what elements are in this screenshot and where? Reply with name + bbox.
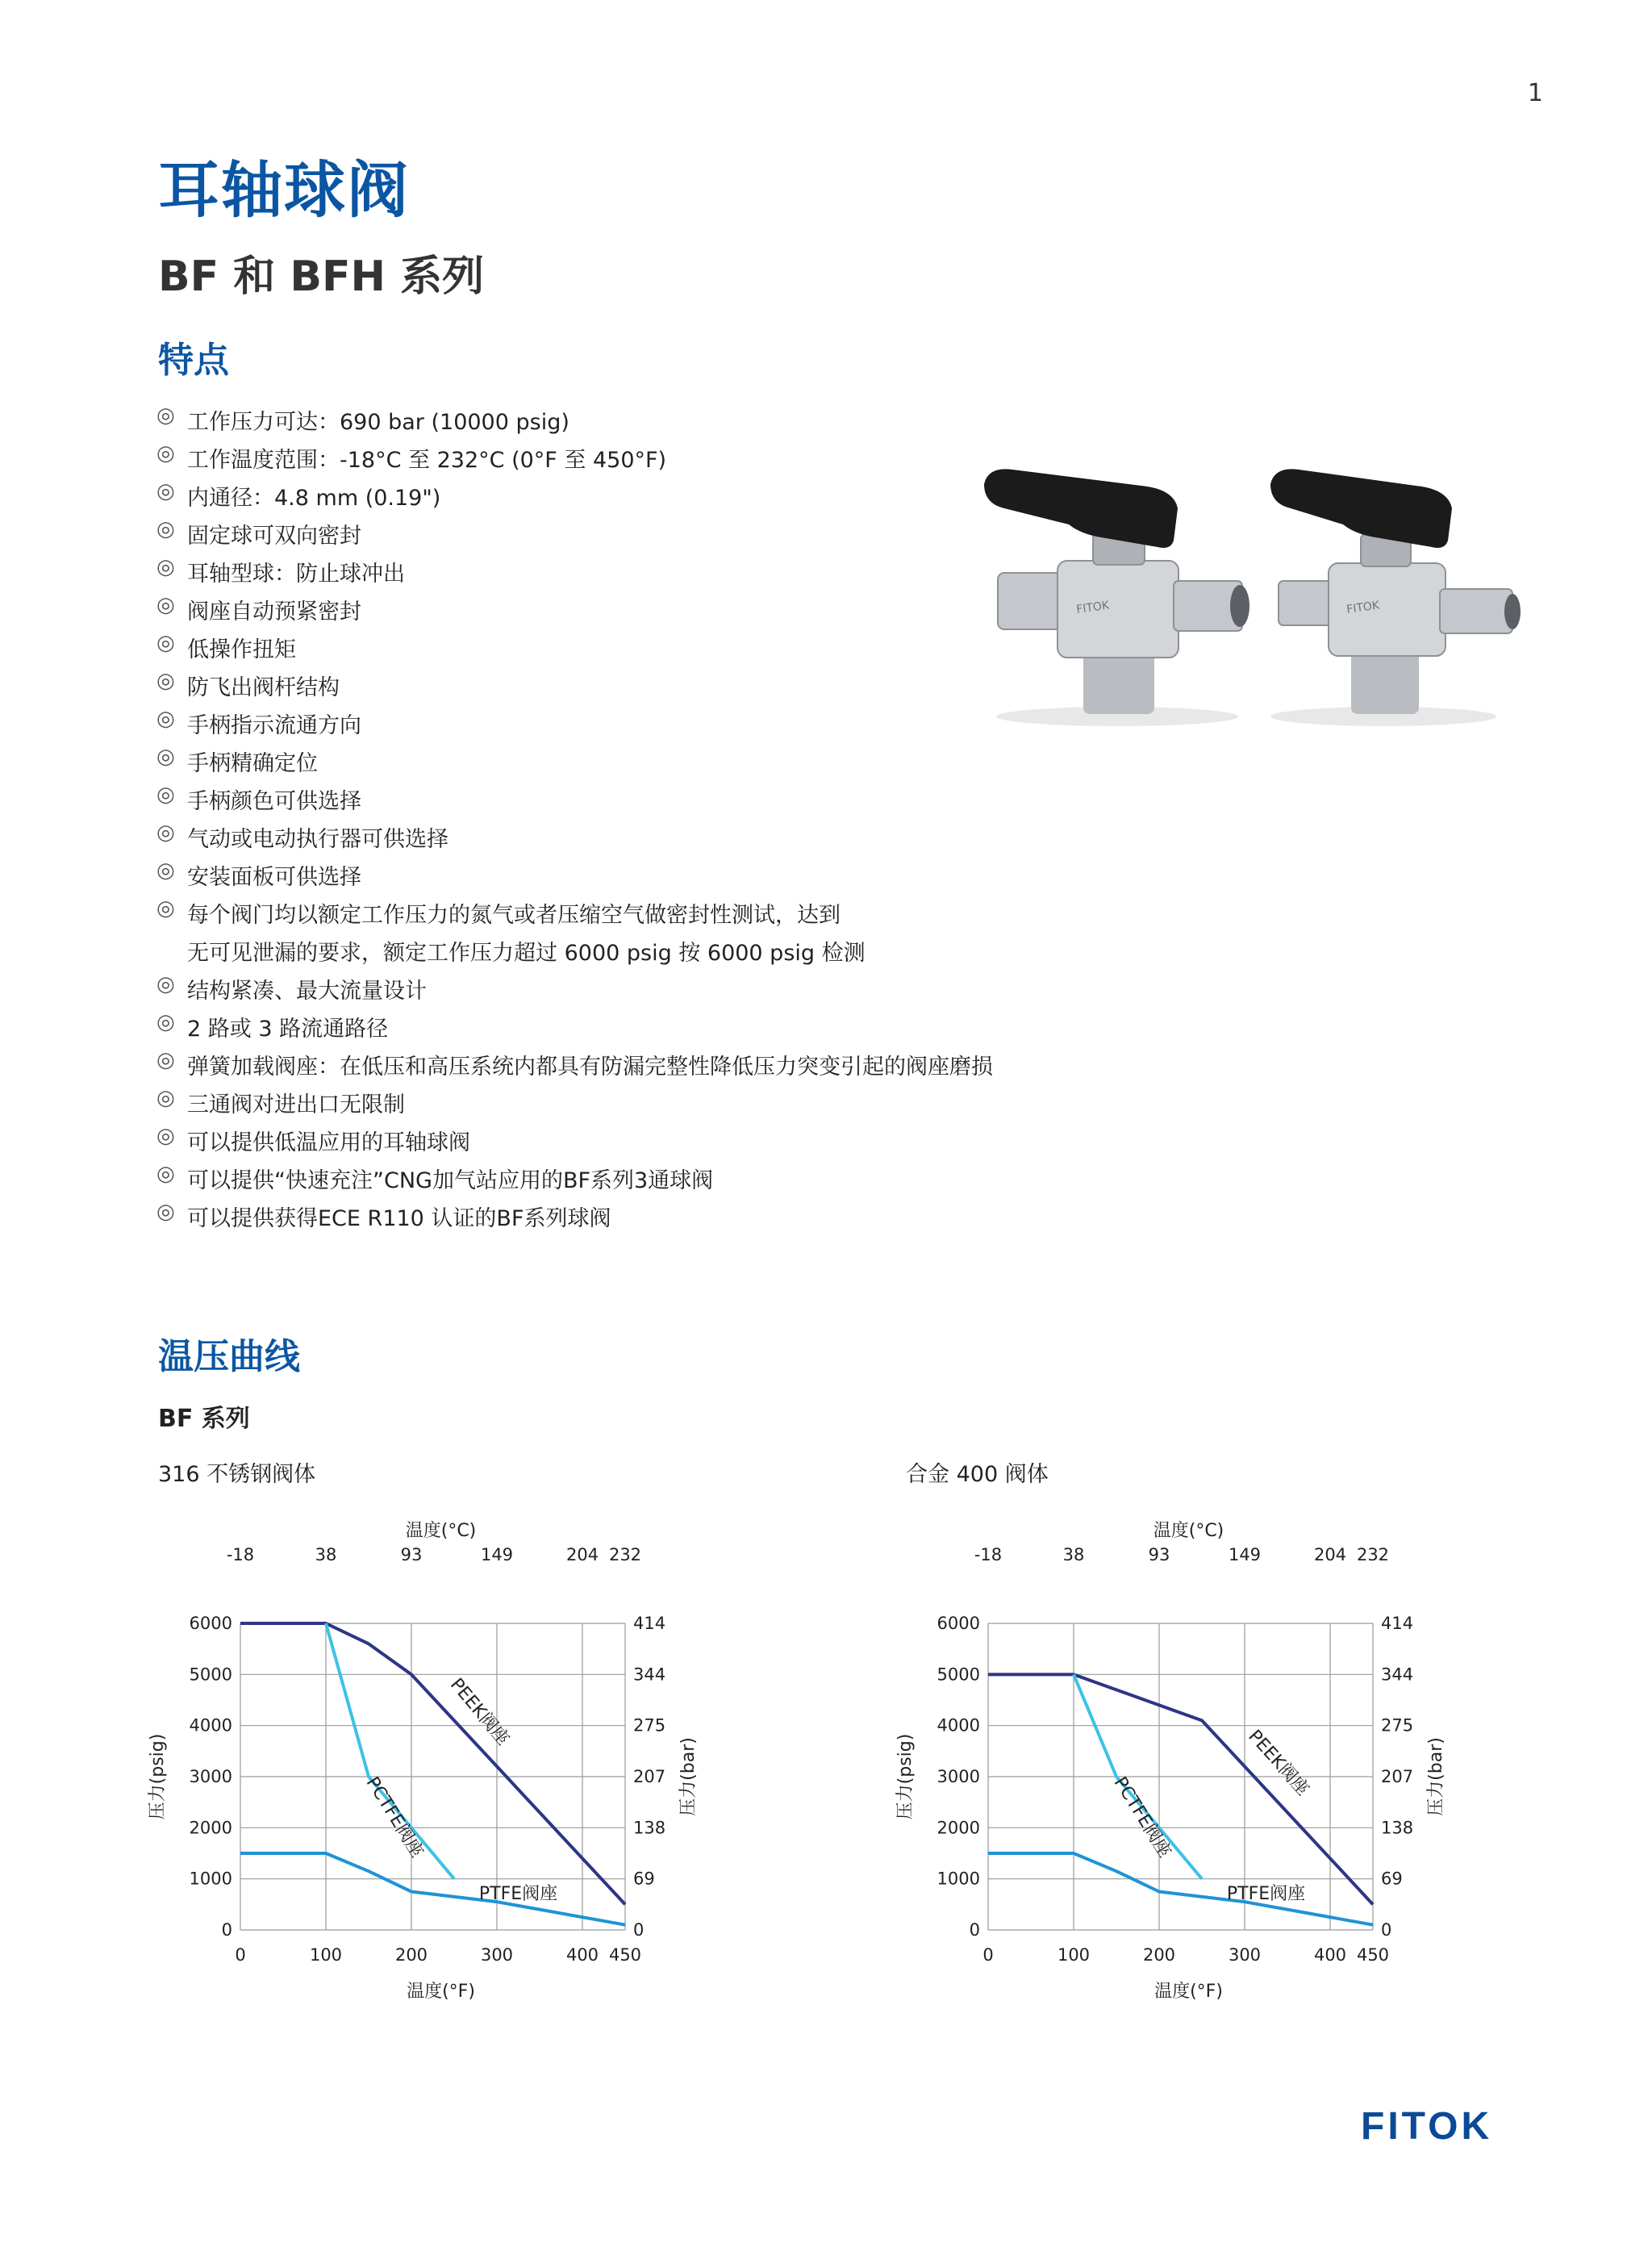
features-heading: 特点 <box>158 340 229 381</box>
top-x-tick-label: 93 <box>1148 1545 1170 1564</box>
y-tick-label: 3000 <box>937 1767 980 1786</box>
series-line <box>988 1674 1373 1904</box>
y-tick-label: 1000 <box>937 1869 980 1889</box>
feature-item <box>156 1048 1205 1086</box>
x-tick-label: 200 <box>1142 1945 1176 1965</box>
bullet-icon: ◎ <box>156 1124 175 1148</box>
svg-text:FITOK: FITOK <box>1345 599 1381 616</box>
bullet-icon: ◎ <box>156 1010 175 1034</box>
feature-item <box>156 1086 1205 1124</box>
chart-title-alloy400: 合金 400 阀体 <box>906 1462 1049 1487</box>
feature-text: 固定球可双向密封 <box>187 524 361 549</box>
x-tick-label: 300 <box>1228 1945 1262 1965</box>
feature-text: 可以提供获得ECE R110 认证的BF系列球阀 <box>187 1206 611 1231</box>
feature-text: 安装面板可供选择 <box>187 865 361 890</box>
y-tick-label: 0 <box>221 1920 232 1940</box>
bullet-icon: ◎ <box>156 896 175 921</box>
bullet-icon: ◎ <box>156 669 175 693</box>
x-tick-label: 100 <box>309 1945 343 1965</box>
feature-text: 2 路或 3 路流通路径 <box>187 1017 389 1042</box>
bullet-icon: ◎ <box>156 517 175 541</box>
feature-item <box>156 1162 1205 1200</box>
x-tick-label: 300 <box>480 1945 514 1965</box>
top-x-tick-label: 232 <box>608 1545 642 1564</box>
feature-text: 可以提供“快速充注”CNG加气站应用的BF系列3通球阀 <box>187 1168 714 1193</box>
series-line <box>240 1623 625 1904</box>
right-y-tick-label: 207 <box>1381 1767 1414 1786</box>
right-y-tick-label: 207 <box>633 1767 666 1786</box>
bullet-icon: ◎ <box>156 1162 175 1186</box>
bullet-icon: ◎ <box>156 858 175 883</box>
right-y-tick-label: 414 <box>633 1614 666 1633</box>
feature-text: 弹簧加载阀座：在低压和高压系统内都具有防漏完整性降低压力突变引起的阀座磨损 <box>187 1055 993 1080</box>
right-y-tick-label: 0 <box>633 1920 645 1940</box>
feature-text: 气动或电动执行器可供选择 <box>187 827 448 852</box>
x-tick-label: 450 <box>608 1945 642 1965</box>
feature-text: 手柄精确定位 <box>187 751 318 776</box>
feature-text: 耳轴型球：防止球冲出 <box>187 562 405 587</box>
feature-text: 阀座自动预紧密封 <box>187 599 361 624</box>
feature-item <box>156 858 1205 896</box>
series-name-label: PTFE阀座 <box>478 1884 558 1904</box>
series-line <box>988 1853 1373 1925</box>
bullet-icon: ◎ <box>156 707 175 731</box>
right-y-tick-label: 138 <box>633 1818 666 1838</box>
page-number: 1 <box>1527 79 1543 107</box>
y-tick-label: 2000 <box>937 1818 980 1838</box>
bullet-icon: ◎ <box>156 821 175 845</box>
feature-text: 手柄颜色可供选择 <box>187 789 361 814</box>
series-line <box>326 1623 454 1879</box>
y-tick-label: 6000 <box>937 1614 980 1633</box>
y-axis-label: 压力(psig) <box>148 1733 168 1820</box>
right-y-tick-label: 69 <box>1381 1869 1403 1889</box>
feature-item <box>156 745 1205 783</box>
x-tick-label: 400 <box>565 1945 599 1965</box>
y-axis-label: 压力(psig) <box>895 1733 916 1820</box>
y-tick-label: 2000 <box>189 1818 232 1838</box>
right-y-tick-label: 0 <box>1381 1920 1392 1940</box>
right-y-tick-label: 275 <box>633 1715 666 1736</box>
feature-text: 内通径：4.8 mm (0.19") <box>187 486 441 511</box>
feature-item <box>156 1200 1205 1238</box>
bullet-icon: ◎ <box>156 745 175 769</box>
top-x-tick-label: 38 <box>1062 1545 1085 1564</box>
chart-316-stainless <box>137 1501 702 2001</box>
y-tick-label: 4000 <box>189 1715 232 1736</box>
series-name-label: PCTFE阀座 <box>361 1773 428 1861</box>
feature-text: 可以提供低温应用的耳轴球阀 <box>187 1130 470 1155</box>
x-tick-label: 450 <box>1356 1945 1390 1965</box>
top-x-tick-label: 204 <box>1313 1545 1347 1564</box>
feature-text: 工作温度范围：-18°C 至 232°C (0°F 至 450°F) <box>187 448 667 473</box>
y-tick-label: 1000 <box>189 1869 232 1889</box>
feature-item <box>156 403 1205 441</box>
product-image <box>980 460 1521 734</box>
bullet-icon: ◎ <box>156 1086 175 1110</box>
top-x-tick-label: 149 <box>480 1545 514 1564</box>
series-line <box>240 1853 625 1925</box>
top-x-tick-label: -18 <box>226 1545 255 1564</box>
x-axis-label: 温度(°F) <box>1154 1982 1223 2001</box>
top-x-axis-label: 温度(°C) <box>1153 1521 1224 1541</box>
right-y-axis-label: 压力(bar) <box>678 1737 699 1816</box>
feature-text: 每个阀门均以额定工作压力的氮气或者压缩空气做密封性测试，达到 无可见泄漏的要求，额定工作压力超过 6000 psig 按 6000 psig 检测 <box>187 903 866 966</box>
bullet-icon: ◎ <box>156 972 175 996</box>
feature-text: 工作压力可达：690 bar (10000 psig) <box>187 410 569 435</box>
y-tick-label: 4000 <box>937 1715 980 1736</box>
feature-text: 结构紧凑、最大流量设计 <box>187 979 427 1004</box>
feature-text: 手柄指示流通方向 <box>187 713 361 738</box>
series-name-label: PCTFE阀座 <box>1109 1773 1175 1861</box>
page-subtitle: BF 和 BFH 系列 <box>158 253 485 301</box>
bullet-icon: ◎ <box>156 403 175 428</box>
curves-heading: 温压曲线 <box>158 1336 300 1377</box>
feature-text: 防飞出阀杆结构 <box>187 675 340 700</box>
bullet-icon: ◎ <box>156 479 175 503</box>
x-tick-label: 100 <box>1057 1945 1091 1965</box>
right-y-tick-label: 138 <box>1381 1818 1414 1838</box>
top-x-tick-label: 232 <box>1356 1545 1390 1564</box>
series-heading: BF 系列 <box>158 1405 250 1433</box>
bullet-icon: ◎ <box>156 441 175 466</box>
x-tick-label: 0 <box>982 1945 994 1965</box>
x-axis-label: 温度(°F) <box>407 1982 475 2001</box>
y-tick-label: 6000 <box>189 1614 232 1633</box>
feature-text: 低操作扭矩 <box>187 637 296 662</box>
x-tick-label: 0 <box>235 1945 246 1965</box>
right-y-tick-label: 275 <box>1381 1715 1414 1736</box>
feature-item <box>156 1124 1205 1162</box>
chart-alloy-400 <box>885 1501 1450 2001</box>
feature-item <box>156 821 1205 858</box>
series-name-label: PEEK阀座 <box>1244 1726 1313 1800</box>
feature-item <box>156 972 1205 1010</box>
top-x-tick-label: 93 <box>400 1545 423 1564</box>
x-tick-label: 400 <box>1313 1945 1347 1965</box>
right-y-axis-label: 压力(bar) <box>1426 1737 1446 1816</box>
top-x-tick-label: -18 <box>974 1545 1003 1564</box>
bullet-icon: ◎ <box>156 593 175 617</box>
feature-item <box>156 783 1205 821</box>
y-tick-label: 3000 <box>189 1767 232 1786</box>
right-y-tick-label: 69 <box>633 1869 655 1889</box>
bullet-icon: ◎ <box>156 631 175 655</box>
right-y-tick-label: 414 <box>1381 1614 1414 1633</box>
bullet-icon: ◎ <box>156 555 175 579</box>
feature-text: 三通阀对进出口无限制 <box>187 1092 405 1117</box>
page-title: 耳轴球阀 <box>158 154 410 226</box>
chart-title-316: 316 不锈钢阀体 <box>158 1462 316 1487</box>
top-x-tick-label: 204 <box>565 1545 599 1564</box>
ball-valve-right <box>1270 469 1521 726</box>
fitok-logo: FITOK <box>1361 2105 1493 2148</box>
top-x-axis-label: 温度(°C) <box>405 1521 477 1541</box>
y-tick-label: 5000 <box>189 1664 232 1685</box>
svg-text:FITOK: FITOK <box>1075 599 1111 616</box>
feature-item <box>156 1010 1205 1048</box>
y-tick-label: 5000 <box>937 1664 980 1685</box>
series-name-label: PEEK阀座 <box>445 1674 514 1749</box>
x-tick-label: 200 <box>394 1945 428 1965</box>
top-x-tick-label: 149 <box>1228 1545 1262 1564</box>
ball-valve-left <box>984 469 1249 726</box>
right-y-tick-label: 344 <box>1381 1664 1414 1685</box>
series-name-label: PTFE阀座 <box>1226 1884 1306 1904</box>
bullet-icon: ◎ <box>156 1200 175 1224</box>
bullet-icon: ◎ <box>156 783 175 807</box>
feature-item <box>156 896 1205 972</box>
y-tick-label: 0 <box>969 1920 980 1940</box>
bullet-icon: ◎ <box>156 1048 175 1072</box>
right-y-tick-label: 344 <box>633 1664 666 1685</box>
top-x-tick-label: 38 <box>315 1545 337 1564</box>
